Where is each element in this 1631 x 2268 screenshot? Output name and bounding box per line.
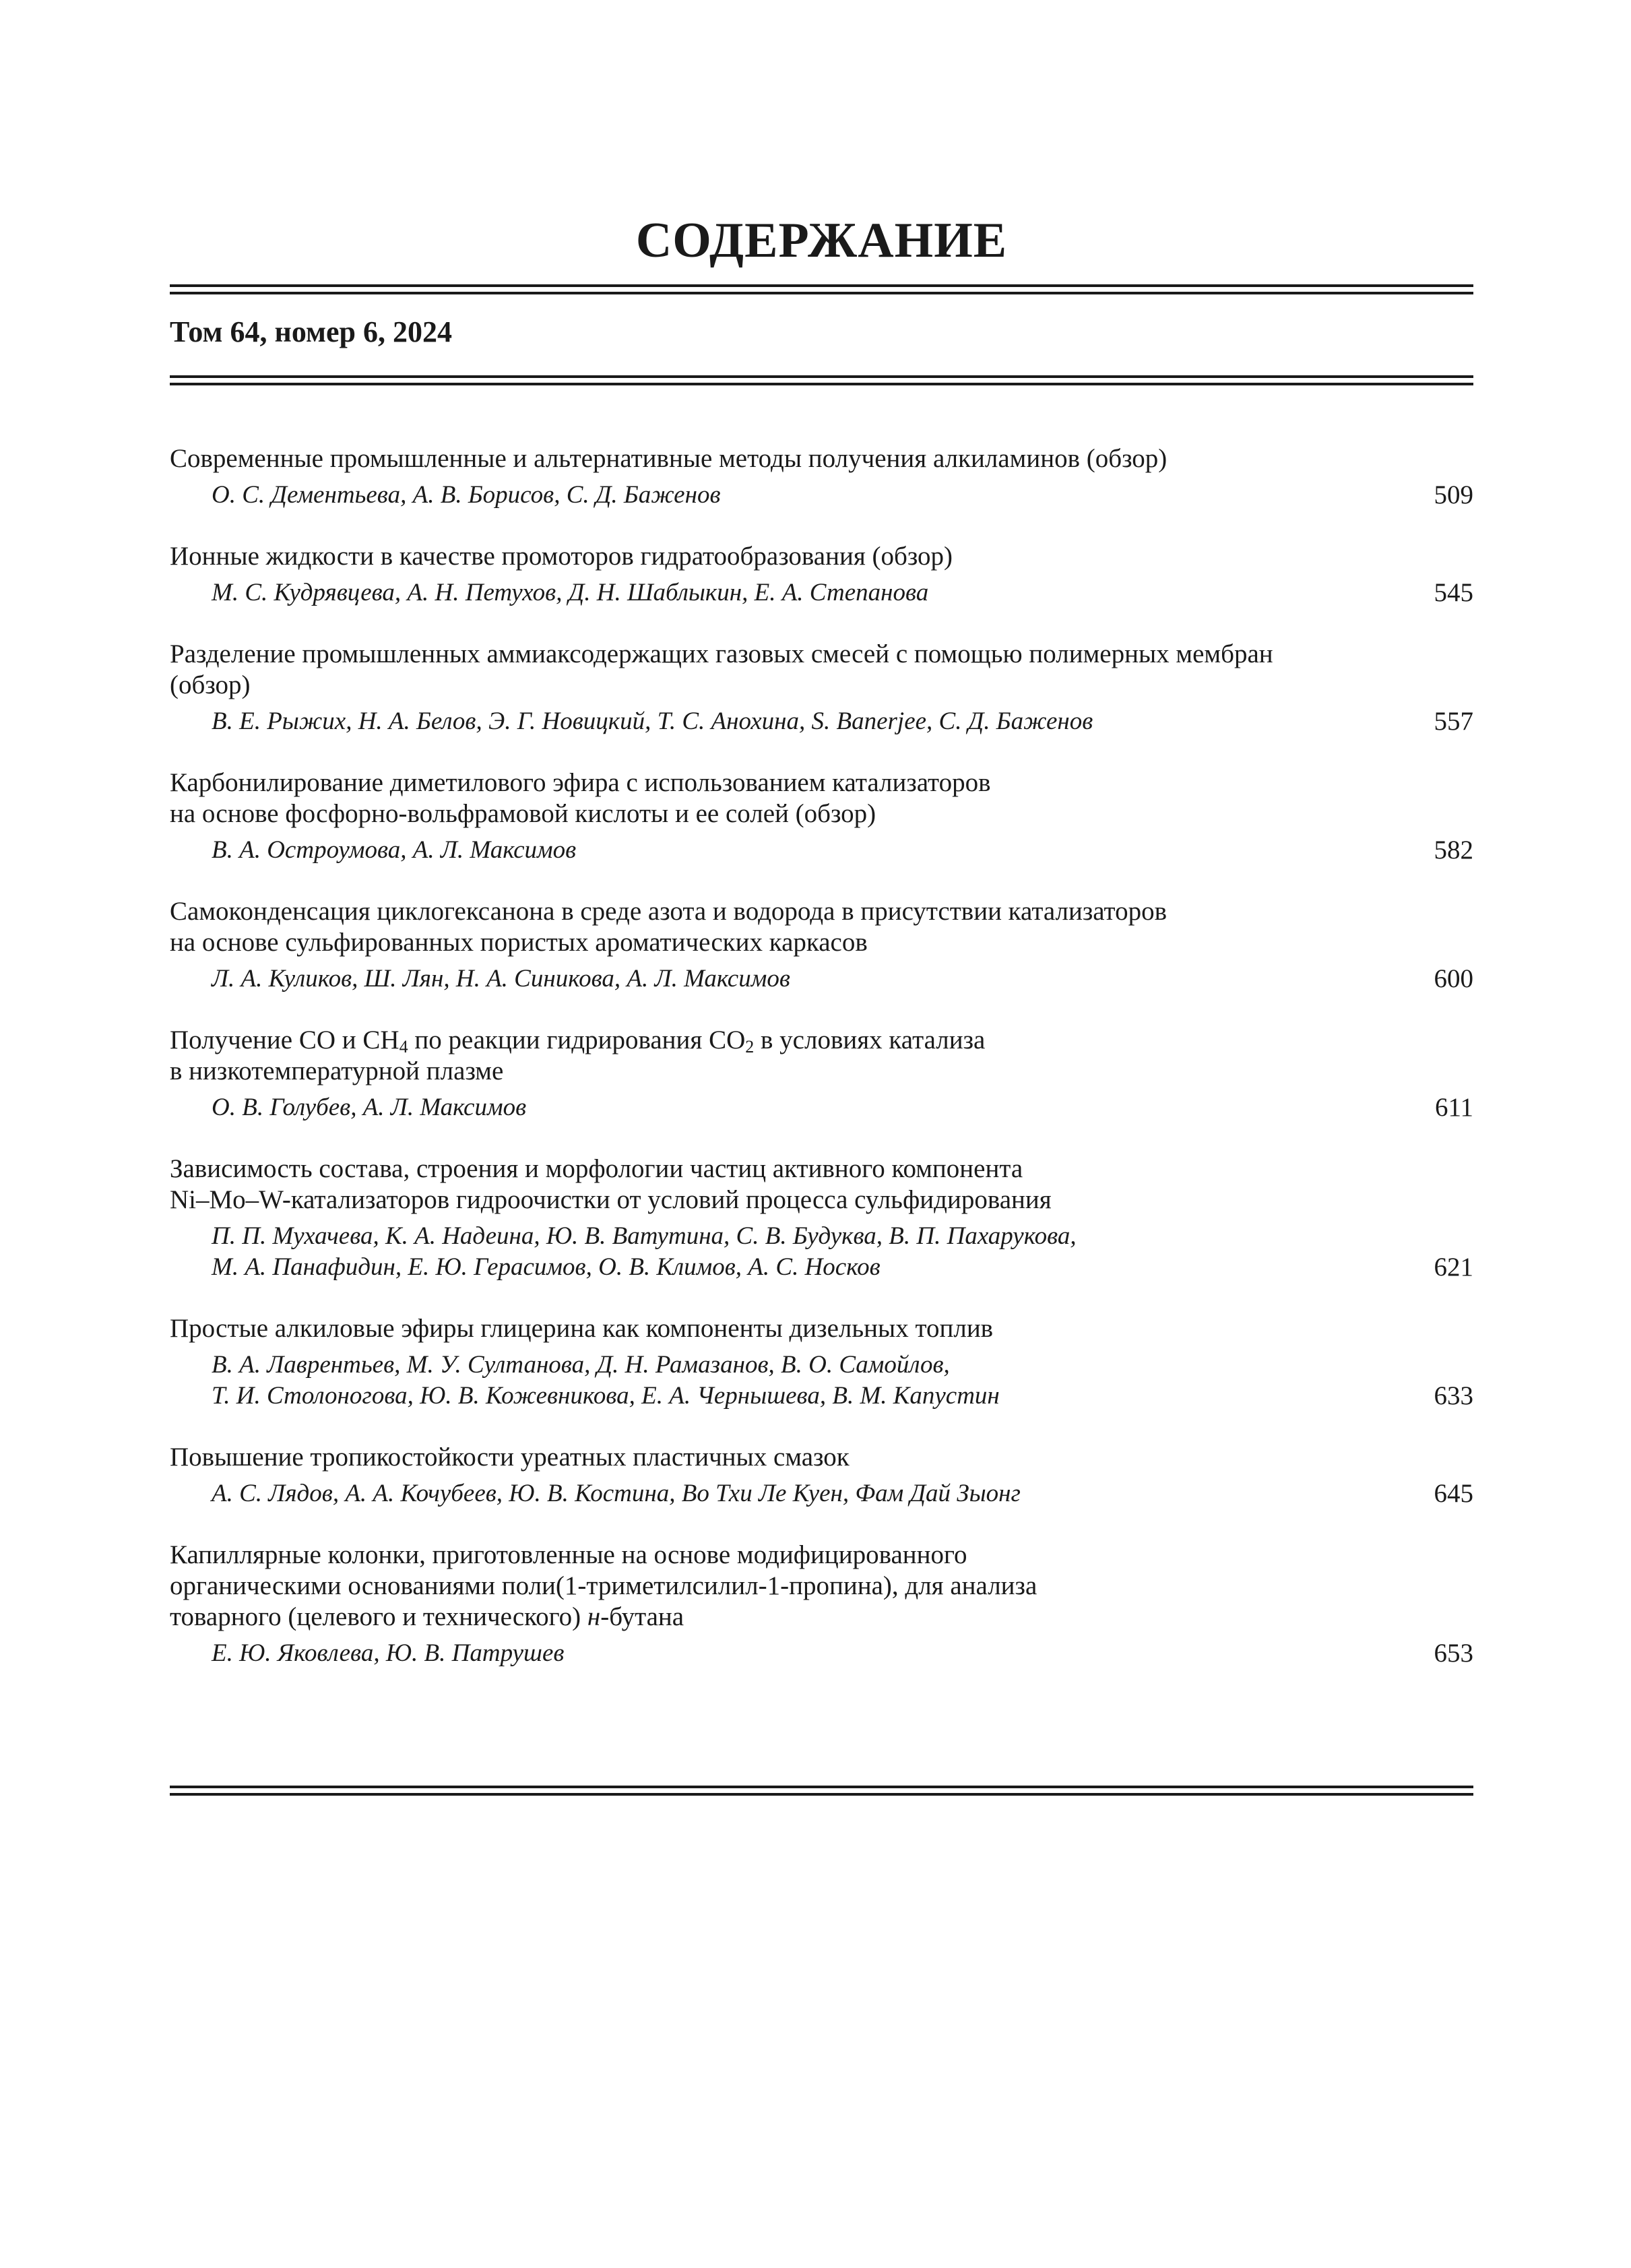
toc-entry[interactable] [170, 1442, 1473, 1509]
title-italic-text: н [587, 1602, 601, 1631]
article-title-line: в низкотемпературной плазме [170, 1057, 504, 1085]
article-authors [170, 1221, 1397, 1283]
page-number[interactable]: 621 [1434, 1253, 1473, 1282]
article-authors [170, 835, 1397, 866]
page-number[interactable]: 653 [1434, 1639, 1473, 1668]
article-title-line: органическими основаниями поли(1-триметилсилил-1-пропина), для анализа [170, 1571, 1037, 1600]
article-title-line: Ионные жидкости в качестве промоторов гидратообразования (обзор) [170, 542, 953, 571]
subscript: 2 [745, 1037, 755, 1057]
table-of-contents [170, 443, 1473, 1699]
article-title-line: Самоконденсация циклогексанона в среде азота и водорода в присутствии катализаторов [170, 897, 1168, 926]
title-text: Получение СО и СН [170, 1026, 399, 1054]
toc-entry[interactable] [170, 1025, 1473, 1123]
article-authors [170, 1092, 1397, 1123]
article-title-line: Разделение промышленных аммиаксодержащих газовых смесей с помощью полимерных мембран [170, 639, 1273, 668]
bottom-divider [170, 1786, 1473, 1796]
toc-entry[interactable] [170, 1540, 1473, 1669]
article-authors [170, 1478, 1397, 1509]
title-text: в условиях катализа [754, 1026, 986, 1054]
toc-entry[interactable] [170, 541, 1473, 608]
title-text: по реакции гидрирования СО [408, 1026, 746, 1054]
article-authors-line: В. А. Лаврентьев, М. У. Султанова, Д. Н. Рамазанов, В. О. Самойлов, [212, 1351, 950, 1379]
page-number[interactable]: 633 [1434, 1381, 1473, 1410]
article-authors-line: Л. А. Куликов, Ш. Лян, Н. А. Синикова, А. Л. Максимов [212, 965, 790, 993]
title-text: товарного (целевого и технического) [170, 1602, 587, 1631]
article-authors-line: О. С. Дементьева, А. В. Борисов, С. Д. Баженов [212, 481, 721, 509]
toc-entry[interactable] [170, 1154, 1473, 1283]
title-text: -бутана [600, 1602, 684, 1631]
article-title-line: на основе фосфорно-вольфрамовой кислоты и ее солей (обзор) [170, 799, 876, 828]
article-authors [170, 577, 1397, 608]
title-divider [170, 284, 1473, 294]
page-number[interactable]: 557 [1434, 707, 1473, 736]
page-number[interactable]: 611 [1434, 1093, 1473, 1122]
page-number[interactable]: 600 [1434, 964, 1473, 993]
article-authors-line: В. Е. Рыжих, Н. А. Белов, Э. Г. Новицкий, Т. С. Анохина, S. Banerjee, С. Д. Баженов [212, 707, 1093, 735]
article-authors [170, 480, 1397, 511]
article-authors [170, 1638, 1397, 1669]
toc-entry[interactable] [170, 639, 1473, 737]
article-title [170, 1540, 1409, 1633]
article-authors-line: Е. Ю. Яковлева, Ю. В. Патрушев [212, 1639, 565, 1667]
article-title [170, 1313, 1409, 1344]
article-authors-line: А. С. Лядов, А. А. Кочубеев, Ю. В. Костина, Во Тхи Ле Куен, Фам Дай Зыонг [212, 1480, 1021, 1507]
page-number[interactable]: 582 [1434, 836, 1473, 864]
article-title-line [170, 1025, 1409, 1056]
article-title-line: Зависимость состава, строения и морфологии частиц активного компонента [170, 1154, 1023, 1183]
toc-entry[interactable] [170, 443, 1473, 511]
article-authors-line: О. В. Голубев, А. Л. Максимов [212, 1094, 527, 1121]
article-title-line: Повышение тропикостойкости уреатных пластичных смазок [170, 1443, 850, 1472]
page-title: СОДЕРЖАНИЕ [635, 213, 1008, 268]
article-authors [170, 1350, 1397, 1412]
article-authors-line: М. С. Кудрявцева, А. Н. Петухов, Д. Н. Шаблыкин, Е. А. Степанова [212, 579, 929, 606]
article-title-line: на основе сульфированных пористых ароматических каркасов [170, 928, 868, 957]
article-authors [170, 964, 1397, 995]
article-title [170, 1025, 1409, 1087]
article-authors-line: П. П. Мухачева, К. А. Надеина, Ю. В. Ватутина, С. В. Будуква, В. П. Пахарукова, [212, 1222, 1077, 1250]
article-title-line: Карбонилирование диметилового эфира с использованием катализаторов [170, 768, 991, 797]
toc-entry[interactable] [170, 767, 1473, 866]
article-title [170, 767, 1409, 829]
subscript: 4 [399, 1037, 408, 1057]
article-title [170, 443, 1409, 474]
article-title-line: (обзор) [170, 670, 251, 699]
page-number[interactable]: 509 [1434, 480, 1473, 509]
page-number[interactable]: 645 [1434, 1479, 1473, 1508]
article-title [170, 541, 1409, 572]
article-authors-line: Т. И. Столоногова, Ю. В. Кожевникова, Е. А. Чернышева, В. М. Капустин [212, 1382, 1000, 1410]
article-title [170, 639, 1409, 701]
article-authors-line: М. А. Панафидин, Е. Ю. Герасимов, О. В. Климов, А. С. Носков [212, 1253, 881, 1281]
article-title-line: Простые алкиловые эфиры глицерина как компоненты дизельных топлив [170, 1314, 994, 1343]
article-title [170, 896, 1409, 958]
article-title [170, 1154, 1409, 1216]
toc-entry[interactable] [170, 1313, 1473, 1412]
article-title-line: Капиллярные колонки, приготовленные на основе модифицированного [170, 1540, 967, 1569]
issue-divider [170, 375, 1473, 385]
toc-entry[interactable] [170, 896, 1473, 995]
issue-info: Том 64, номер 6, 2024 [170, 315, 452, 348]
article-title [170, 1442, 1409, 1473]
article-title-line [170, 1602, 1409, 1633]
article-authors-line: В. А. Остроумова, А. Л. Максимов [212, 836, 577, 864]
article-title-line: Современные промышленные и альтернативные методы получения алкиламинов (обзор) [170, 444, 1168, 473]
article-authors [170, 706, 1397, 737]
page-number[interactable]: 545 [1434, 578, 1473, 607]
article-title-line: Ni–Mo–W-катализаторов гидроочистки от условий процесса сульфидирования [170, 1185, 1052, 1214]
